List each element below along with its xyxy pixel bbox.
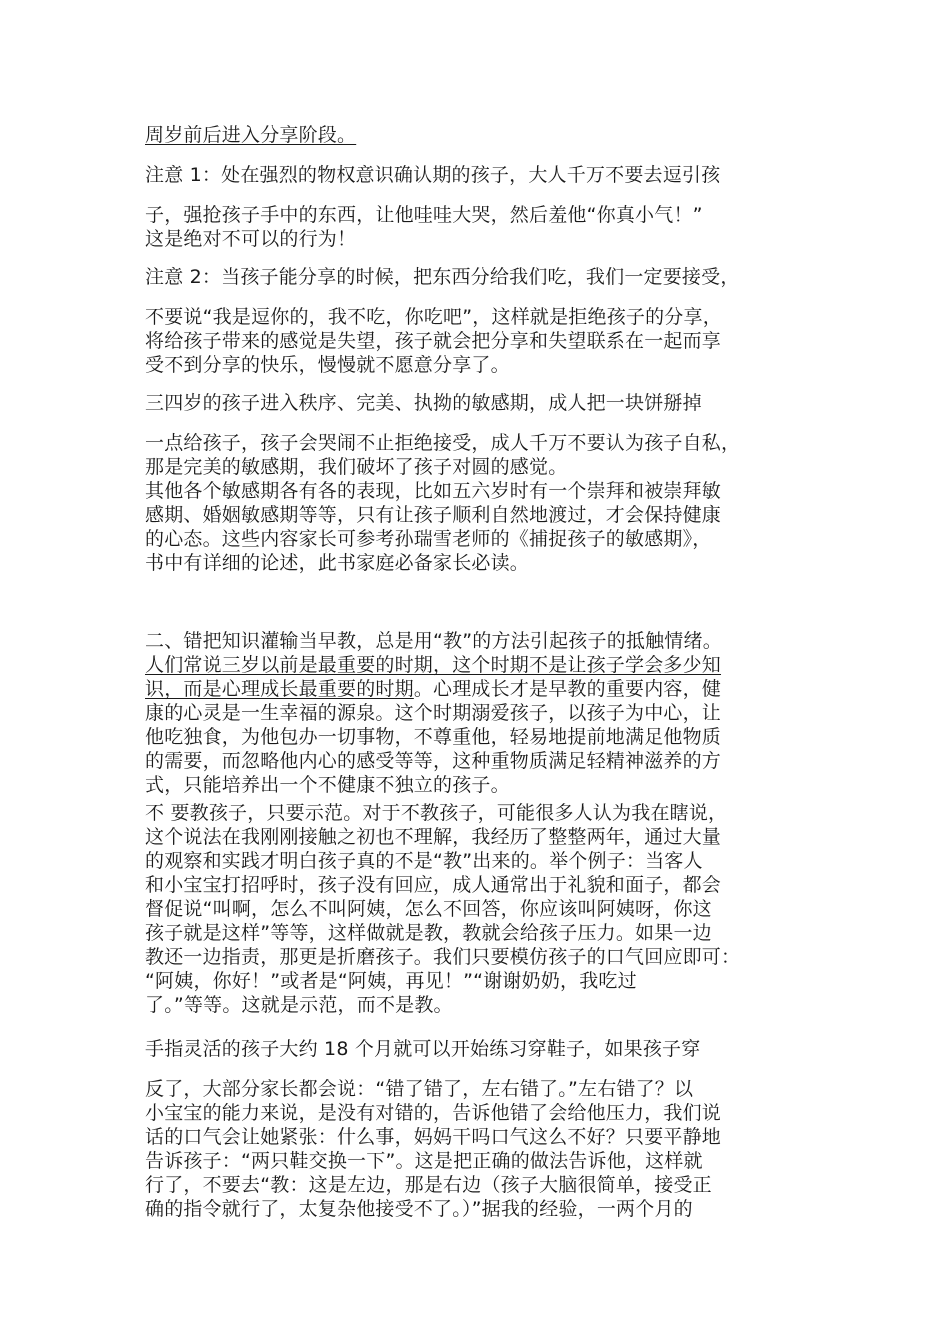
text-line (145, 1173, 712, 1197)
text-segment: 不 要教孩子，只要示范。对于不教孩子，可能很多人认为我在瞎说， (145, 802, 728, 824)
text-segment: 。心理成长才是早教的重要内容，健 (413, 678, 722, 700)
text-line (145, 1197, 693, 1221)
text-segment: 将给孩子带来的感觉是失望，孩子就会把分享和失望联系在一起而享 (145, 330, 722, 352)
text-line (145, 677, 721, 701)
text-line (145, 227, 356, 251)
text-line (145, 123, 356, 147)
text-segment: 一点给孩子，孩子会哭闹不止拒绝接受，成人千万不要认为孩子自私， (145, 432, 741, 454)
text-segment: 手指灵活的孩子大约 18 个月就可以开始练习穿鞋子，如果孩子穿 (145, 1038, 701, 1060)
text-line (145, 653, 721, 677)
text-line (145, 1037, 700, 1061)
underlined-text: 人们常说三岁以前是最重要的时期，这个时期不是让孩子学会多少知 (145, 654, 722, 676)
text-segment: 二、错把知识灌输当早教，总是用“教”的方法引起孩子的抵触情绪。 (145, 630, 722, 652)
text-line (145, 329, 721, 353)
text-segment: 反了，大部分家长都会说：“错了错了，左右错了。”左右错了？以 (145, 1078, 694, 1100)
text-segment: 注意 1：处在强烈的物权意识确认期的孩子，大人千万不要去逗引孩 (145, 164, 721, 186)
text-segment: 不要说“我是逗你的，我不吃，你吃吧”，这样就是拒绝孩子的分享， (145, 306, 722, 328)
text-line (145, 1101, 721, 1125)
text-line (145, 1125, 721, 1149)
text-segment: 注意 2：当孩子能分享的时候，把东西分给我们吃，我们一定要接受， (145, 266, 740, 288)
text-segment: 话的口气会让她紧张：什么事，妈妈干吗口气这么不好？只要平静地 (145, 1126, 722, 1148)
text-line (145, 203, 703, 227)
text-line (145, 527, 712, 551)
text-line (145, 725, 721, 749)
text-line (145, 479, 721, 503)
text-segment: 了。”等等。这就是示范，而不是教。 (145, 994, 453, 1016)
text-line (145, 825, 721, 849)
text-line (145, 921, 712, 945)
text-line (145, 801, 727, 825)
text-line (145, 431, 740, 455)
text-line (145, 749, 721, 773)
text-segment: 式，只能培养出一个不健康不独立的孩子。 (145, 774, 510, 796)
text-segment: 其他各个敏感期各有各的表现，比如五六岁时有一个崇拜和被崇拜敏 (145, 480, 722, 502)
text-line (145, 701, 721, 725)
text-segment: 那是完美的敏感期，我们破坏了孩子对圆的感觉。 (145, 456, 568, 478)
text-segment: 督促说“叫啊，怎么不叫阿姨，怎么不回答，你应该叫阿姨呀，你这 (145, 898, 712, 920)
text-line (145, 773, 510, 797)
text-segment: 的需要，而忽略他内心的感受等等，这种重物质满足轻精神滋养的方 (145, 750, 722, 772)
text-segment: 他吃独食，为他包办一切事物，不尊重他，轻易地提前地满足他物质 (145, 726, 722, 748)
text-segment: 三四岁的孩子进入秩序、完美、执拗的敏感期，成人把一块饼掰掉 (145, 392, 702, 414)
text-segment: 这个说法在我刚刚接触之初也不理解，我经历了整整两年，通过大量 (145, 826, 722, 848)
underlined-text: 识，而是心理成长最重要的时期 (145, 678, 414, 700)
text-line (145, 873, 721, 897)
text-segment: 书中有详细的论述，此书家庭必备家长必读。 (145, 552, 530, 574)
text-segment: 这是绝对不可以的行为！ (145, 228, 357, 250)
text-line (145, 163, 720, 187)
text-segment: 确的指令就行了，太复杂他接受不了。）”据我的经验，一两个月的 (145, 1198, 693, 1220)
text-segment: 感期、婚姻敏感期等等，只有让孩子顺利自然地渡过，才会保持健康 (145, 504, 722, 526)
text-segment: 的心态。这些内容家长可参考孙瑞雪老师的《捕捉孩子的敏感期》， (145, 528, 712, 550)
text-segment: 子，强抢孩子手中的东西，让他哇哇大哭，然后羞他“你真小气！” (145, 204, 703, 226)
text-line (145, 455, 567, 479)
text-line (145, 305, 722, 329)
text-segment: 行了，不要去“教：这是左边，那是右边（孩子大脑很简单，接受正 (145, 1174, 712, 1196)
text-segment: 康的心灵是一生幸福的源泉。这个时期溺爱孩子，以孩子为中心，让 (145, 702, 722, 724)
text-line (145, 503, 721, 527)
text-line (145, 629, 722, 653)
text-segment: 和小宝宝打招呼时，孩子没有回应，成人通常出于礼貌和面子，都会 (145, 874, 722, 896)
text-line (145, 551, 529, 575)
text-line (145, 993, 453, 1017)
text-line (145, 969, 637, 993)
text-line (145, 1077, 693, 1101)
text-line (145, 849, 703, 873)
text-segment: 告诉孩子：“两只鞋交换一下”。这是把正确的做法告诉他，这样就 (145, 1150, 703, 1172)
text-line (145, 945, 740, 969)
text-segment: 的观察和实践才明白孩子真的不是“教”出来的。举个例子：当客人 (145, 850, 703, 872)
text-segment: “阿姨，你好！”或者是“阿姨，再见！”“谢谢奶奶，我吃过 (145, 970, 637, 992)
text-segment: 受不到分享的快乐，慢慢就不愿意分享了。 (145, 354, 510, 376)
text-line (145, 265, 740, 289)
text-line (145, 1149, 703, 1173)
text-segment: 教还一边指责，那更是折磨孩子。我们只要模仿孩子的口气回应即可： (145, 946, 741, 968)
text-segment: 小宝宝的能力来说，是没有对错的，告诉他错了会给他压力，我们说 (145, 1102, 722, 1124)
text-line (145, 897, 712, 921)
text-segment: 孩子就是这样”等等，这样做就是教，教就会给孩子压力。如果一边 (145, 922, 712, 944)
text-line (145, 353, 510, 377)
text-line (145, 391, 702, 415)
underlined-text: 周岁前后进入分享阶段。 (145, 124, 357, 146)
